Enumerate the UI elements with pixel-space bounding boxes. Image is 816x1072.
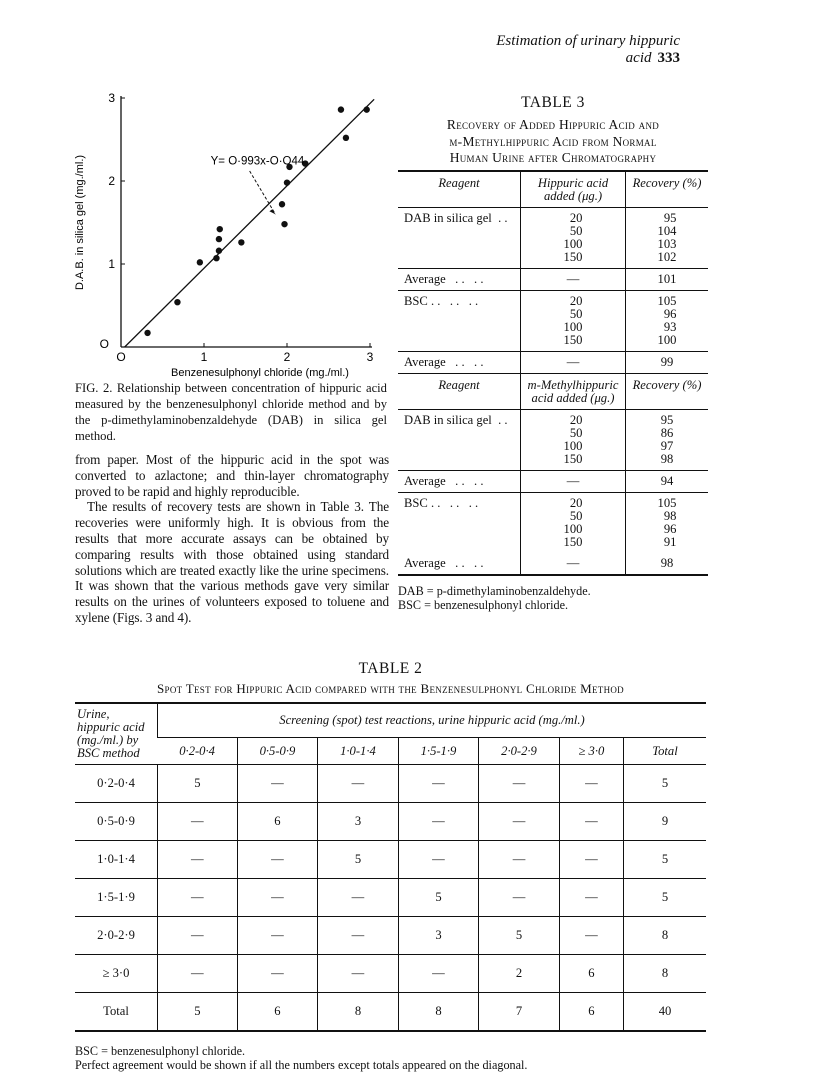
table3-title-line: Recovery of Added Hippuric Acid and xyxy=(446,117,660,132)
data-point xyxy=(281,221,287,227)
y-axis-label: D.A.B. in silica gel (mg./ml.) xyxy=(74,154,86,291)
table2-cell: — xyxy=(237,841,318,879)
table3-recovery: 95 104 103 102 xyxy=(626,208,709,269)
table2-cell: — xyxy=(237,879,318,917)
running-head xyxy=(440,33,680,67)
table2-cell: — xyxy=(318,765,399,803)
table2-column-row xyxy=(75,738,706,765)
table2-cell: 5 xyxy=(158,993,238,1032)
table2-column-header: 1·0-1·4 xyxy=(318,738,399,765)
table2-cell: 5 xyxy=(624,879,707,917)
table3-column-header: Recovery (%) xyxy=(626,374,709,410)
table2-cell: — xyxy=(559,841,623,879)
table2-cell: 8 xyxy=(624,917,707,955)
table2-cell: — xyxy=(237,955,318,993)
table2-cell: — xyxy=(398,765,479,803)
table3-header-row xyxy=(398,374,708,410)
table2-cell: — xyxy=(158,917,238,955)
table3-row xyxy=(398,553,708,575)
regression-line xyxy=(125,99,374,347)
table2-cell: 5 xyxy=(624,765,707,803)
table2-label: TABLE 2 xyxy=(358,660,423,677)
data-point xyxy=(213,255,219,261)
table3-footnote: DAB = p-dimethylaminobenzaldehyde. xyxy=(398,584,591,598)
table2-row-label: 1·5-1·9 xyxy=(75,879,158,917)
data-point xyxy=(216,236,222,242)
table3-added: 20 50 100 150 xyxy=(521,410,626,471)
table2-row xyxy=(75,803,706,841)
figure-caption xyxy=(75,380,387,444)
table3-recovery: 105 96 93 100 xyxy=(626,291,709,352)
table2-cell: — xyxy=(318,879,399,917)
table3-added: — xyxy=(521,269,626,291)
table3-row xyxy=(398,208,708,269)
table3-label: TABLE 3 xyxy=(521,94,585,111)
table3-reagent: Average . . . . xyxy=(398,352,521,374)
arrow-head-icon xyxy=(269,209,275,214)
data-point xyxy=(279,201,285,207)
data-point xyxy=(217,226,223,232)
table3-added: 20 50 100 150 xyxy=(521,291,626,352)
table2-cell: 6 xyxy=(237,993,318,1032)
table3-reagent: DAB in silica gel . . xyxy=(398,208,521,269)
table2-cell: — xyxy=(318,955,399,993)
paragraph: The results of recovery tests are shown in Table 3. The recoveries were uniformly high. It is obvious from the results that more accurate assays can be obtained by comparing results with those obtained using standard solutions which are treated exactly like the urine specimens. It was shown that the various methods gave very similar results on the urines of volunteers exposed to toluene and xylene (Figs. 3 and 4). xyxy=(75,499,389,625)
table3-title-line: Human Urine after Chromatography xyxy=(449,150,657,165)
figure-label: FIG. 2. xyxy=(75,381,113,395)
table2-cell: — xyxy=(237,917,318,955)
table2-cell: — xyxy=(237,765,318,803)
table2-cell: — xyxy=(559,917,623,955)
table3-column-header: m-Methylhippuric acid added (μg.) xyxy=(521,374,626,410)
table3-row xyxy=(398,269,708,291)
table3-row xyxy=(398,471,708,493)
table2-cell: — xyxy=(479,765,560,803)
table2-cell: 6 xyxy=(559,955,623,993)
table2-row-label: 0·5-0·9 xyxy=(75,803,158,841)
table3-heading xyxy=(398,94,708,167)
table2-cell: 3 xyxy=(318,803,399,841)
table2-span-header: Screening (spot) test reactions, urine hippuric acid (mg./ml.) xyxy=(158,703,707,738)
table3 xyxy=(398,170,708,612)
table3-reagent: Average . . . . xyxy=(398,269,521,291)
table2-cell: — xyxy=(479,803,560,841)
table2-row-label: ≥ 3·0 xyxy=(75,955,158,993)
x-axis-label: Benzenesulphonyl chloride (mg./ml.) xyxy=(171,367,349,379)
table2-header-row xyxy=(75,703,706,738)
table2-row xyxy=(75,879,706,917)
table2-cell: 7 xyxy=(479,993,560,1032)
y-tick-label: 3 xyxy=(108,91,115,105)
table2-cell: 5 xyxy=(318,841,399,879)
table3-reagent: Average . . . . xyxy=(398,553,521,575)
table2-column-header: 0·2-0·4 xyxy=(158,738,238,765)
table2-row-label: Total xyxy=(75,993,158,1032)
table3-added: 20 50 100 150 xyxy=(521,493,626,554)
x-tick-label: O xyxy=(116,350,126,364)
table2-column-header: 0·5-0·9 xyxy=(237,738,318,765)
table3-recovery: 99 xyxy=(626,352,709,374)
table2-cell: — xyxy=(158,841,238,879)
table2-column-header: 1·5-1·9 xyxy=(398,738,479,765)
x-tick-label: 2 xyxy=(283,350,291,364)
table2-cell: 6 xyxy=(237,803,318,841)
y-tick-label: O xyxy=(99,337,109,351)
table3-row xyxy=(398,352,708,374)
table2-heading xyxy=(75,660,706,698)
table3-footnote: BSC = benzenesulphonyl chloride. xyxy=(398,598,569,612)
data-point xyxy=(238,239,244,245)
table2-cell: 8 xyxy=(318,993,399,1032)
x-tick-label: 3 xyxy=(366,350,374,364)
table2-cell: — xyxy=(479,841,560,879)
table2-row xyxy=(75,955,706,993)
y-tick-label: 2 xyxy=(108,174,115,188)
table2-cell: — xyxy=(479,879,560,917)
paragraph: from paper. Most of the hippuric acid in the spot was converted to azlactone; and thin-layer chromatography proved to be rapid and highly reproducible. xyxy=(75,452,389,499)
table2-cell: 8 xyxy=(624,955,707,993)
table2-cell: 8 xyxy=(398,993,479,1032)
table3-row xyxy=(398,493,708,554)
table2-title: Spot Test for Hippuric Acid compared with the Benzenesulphonyl Chloride Method xyxy=(157,681,624,696)
table2-cell: — xyxy=(398,803,479,841)
table3-column-header: Recovery (%) xyxy=(632,176,702,190)
table3-reagent: Average . . . . xyxy=(398,471,521,493)
data-point xyxy=(284,179,290,185)
table2-column-header: ≥ 3·0 xyxy=(559,738,623,765)
table3-title-line: m-Methylhippuric Acid from Normal xyxy=(449,133,657,149)
data-point xyxy=(343,135,349,141)
table2-cell: — xyxy=(398,955,479,993)
table2-cell: — xyxy=(158,803,238,841)
table2-row xyxy=(75,917,706,955)
table3-column-header: Reagent xyxy=(398,374,521,410)
table2-footnote: BSC = benzenesulphonyl chloride. xyxy=(75,1044,246,1058)
table2-cell: 3 xyxy=(398,917,479,955)
table2-cell: 40 xyxy=(624,993,707,1032)
regression-equation: Y= O·993x-O·O44 xyxy=(210,155,305,168)
table2-row-header: Urine, hippuric acid (mg./ml.) by BSC method xyxy=(77,707,145,760)
table3-column-header: Reagent xyxy=(398,171,521,208)
page-number: 333 xyxy=(657,50,680,66)
table2-row-label: 2·0-2·9 xyxy=(75,917,158,955)
table3-reagent: BSC . . . . . . xyxy=(398,291,521,352)
table2-cell: 6 xyxy=(559,993,623,1032)
figure-caption-text: Relationship between concentration of hippuric acid measured by the benzenesulphonyl chloride method and by the p-dimethylaminobenzaldehyde (DAB) in silica gel method. xyxy=(75,381,387,443)
table3-added: 20 50 100 150 xyxy=(521,208,626,269)
table3-reagent: BSC . . . . . . xyxy=(398,493,521,554)
table2-column-header: Total xyxy=(624,738,707,765)
table2-cell: — xyxy=(158,955,238,993)
table3-recovery: 95 86 97 98 xyxy=(626,410,709,471)
data-point xyxy=(144,330,150,336)
data-point xyxy=(174,299,180,305)
table3-reagent: DAB in silica gel . . xyxy=(398,410,521,471)
table3-added: — xyxy=(521,352,626,374)
table2-cell: — xyxy=(398,841,479,879)
table2-cell: 5 xyxy=(158,765,238,803)
table2-cell: 5 xyxy=(398,879,479,917)
table3-row xyxy=(398,291,708,352)
data-point xyxy=(338,106,344,112)
table2-row xyxy=(75,765,706,803)
table3-recovery: 105 98 96 91 xyxy=(626,493,709,554)
data-point xyxy=(197,259,203,265)
table2-row xyxy=(75,993,706,1032)
table3-recovery: 101 xyxy=(626,269,709,291)
table3-recovery: 94 xyxy=(626,471,709,493)
scatter-chart xyxy=(50,85,390,385)
table2-cell: 5 xyxy=(624,841,707,879)
table2-cell: 9 xyxy=(624,803,707,841)
table2-cell: — xyxy=(318,917,399,955)
data-point xyxy=(216,248,222,254)
table2-row xyxy=(75,841,706,879)
table3-added: — xyxy=(521,471,626,493)
table2-cell: — xyxy=(559,765,623,803)
table2-cell: — xyxy=(158,879,238,917)
table2-row-label: 0·2-0·4 xyxy=(75,765,158,803)
table2 xyxy=(75,702,706,1072)
table2-column-header: 2·0-2·9 xyxy=(479,738,560,765)
running-head-title: Estimation of urinary hippuric acid xyxy=(496,33,680,66)
table3-row xyxy=(398,410,708,471)
data-point xyxy=(363,106,369,112)
x-tick-label: 1 xyxy=(200,350,208,364)
table3-header-row xyxy=(398,171,708,208)
table3-added: — xyxy=(521,553,626,575)
table3-column-header: Hippuric acid added (μg.) xyxy=(521,171,626,208)
table2-cell: — xyxy=(559,879,623,917)
table2-cell: 5 xyxy=(479,917,560,955)
y-tick-label: 1 xyxy=(108,257,115,271)
table3-recovery: 98 xyxy=(660,556,674,570)
table2-row-label: 1·0-1·4 xyxy=(75,841,158,879)
annotation-arrow xyxy=(250,171,276,214)
table2-cell: — xyxy=(559,803,623,841)
table2-cell: 2 xyxy=(479,955,560,993)
body-text xyxy=(75,452,389,626)
table2-footnote: Perfect agreement would be shown if all the numbers except totals appeared on the diagonal. xyxy=(75,1058,528,1072)
